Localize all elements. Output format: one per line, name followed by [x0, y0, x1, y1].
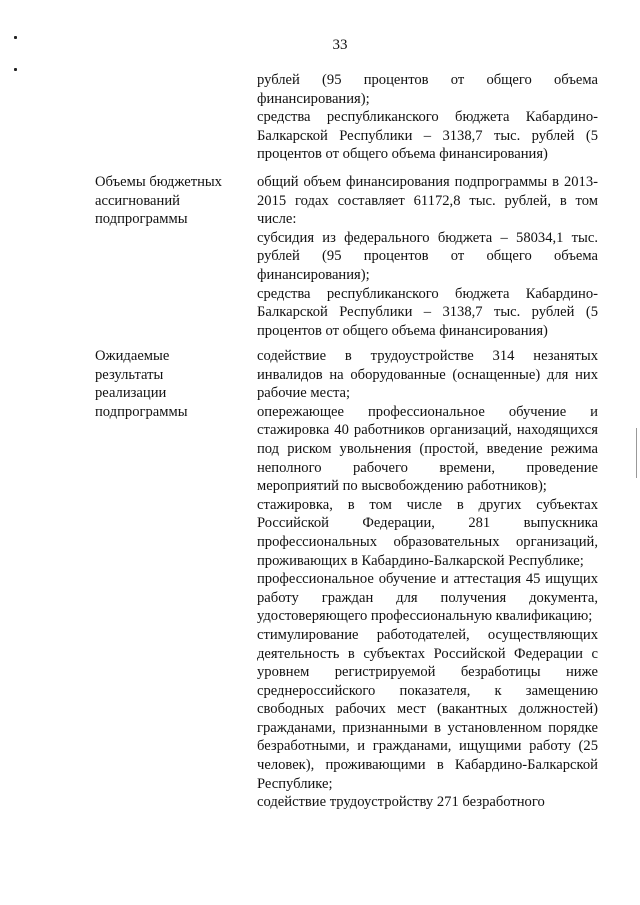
results-paragraph: стажировка, в том числе в других субъектах Российской Федерации, 281 выпускника профессиональных образовательных организаций, проживающих в Кабардино-Балкарской Республике; [257, 496, 598, 569]
scan-edge-line [636, 428, 637, 478]
continuation-text [257, 71, 598, 164]
results-paragraph: профессиональное обучение и аттестация 45 ищущих работу граждан для получения документа, удостоверяющего профессиональную квалификацию; [257, 571, 598, 625]
results-paragraph: опережающее профессиональное обучение и стажировка 40 работников организаций, находящихся под риском увольнения (простой, введение режима неполного рабочего времени, проведение мероприятий по высвобождению работников); [257, 403, 598, 495]
continuation-paragraph: средства республиканского бюджета Кабардино-Балкарской Республики – 3138,7 тыс. рублей (5 процентов от общего объема финансирования) [257, 109, 598, 163]
funding-paragraph: субсидия из федерального бюджета – 58034,1 тыс. рублей (95 процентов от общего объема финансирования); [257, 229, 598, 283]
funding-label: Объемы бюджетных ассигнований подпрограммы [95, 174, 222, 227]
results-label: Ожидаемые результаты реализации подпрограммы [95, 348, 188, 420]
scan-mark-bottom [14, 68, 17, 71]
funding-paragraph: средства республиканского бюджета Кабардино-Балкарской Республики – 3138,7 тыс. рублей (5 процентов от общего объема финансирования) [257, 285, 598, 339]
funding-paragraph: общий объем финансирования подпрограммы в 2013-2015 годах составляет 61172,8 тыс. рублей, в том числе: [257, 174, 598, 228]
results-paragraph: стимулирование работодателей, осуществляющих деятельность в субъектах Российской Федерации с уровнем регистрируемой безработицы ниже среднероссийского показателя, к замещению свободных рабочих мест (вакантных должностей) гражданами, признанными в установленном порядке безработными, и гражданами, ищущими работу (25 человек), проживающими в Кабардино-Балкарской Республике; [257, 626, 598, 792]
results-paragraph: содействие в трудоустройстве 314 незанятых инвалидов на оборудованные (оснащенные) для них рабочие места; [257, 348, 598, 402]
funding-text [257, 173, 598, 340]
results-text [257, 347, 598, 812]
continuation-paragraph: рублей (95 процентов от общего объема финансирования); [257, 72, 598, 107]
results-paragraph: содействие трудоустройству 271 безработного [257, 794, 545, 811]
page-number: 33 [332, 37, 348, 53]
